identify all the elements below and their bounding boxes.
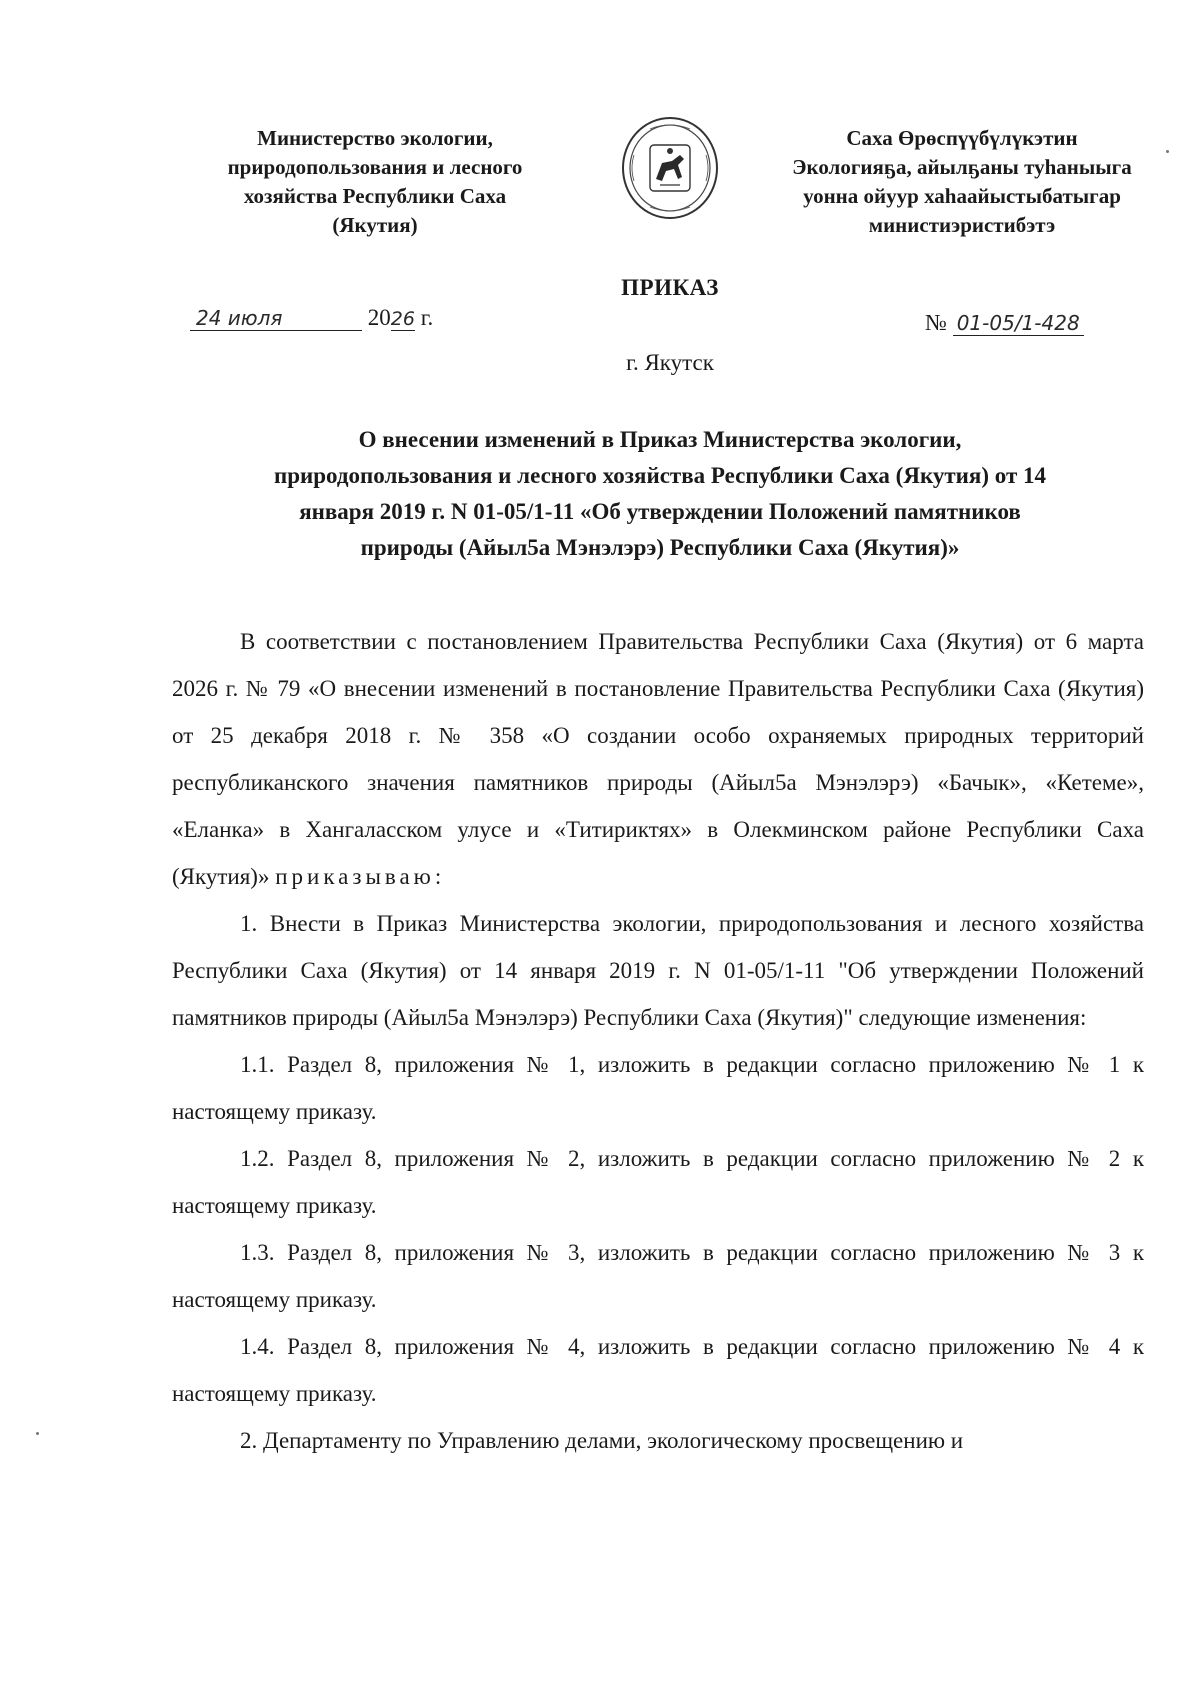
order-word: приказываю: [275, 864, 446, 889]
item-2: 2. Департаменту по Управлению делами, экологическому просвещению и [240, 1428, 964, 1453]
ministry-name-line: министиэристибэтэ [868, 213, 1056, 237]
title-line: природопользования и лесного хозяйства Республики Саха (Якутия) от 14 [273, 463, 1047, 488]
document-body [172, 618, 1144, 1464]
scan-speck [36, 1432, 39, 1435]
item-1-1: 1.1. Раздел 8, приложения № 1, изложить в редакции согласно приложению № 1 к настоящему приказу. [172, 1052, 1144, 1124]
document-title [180, 422, 1140, 566]
ministry-name-line: Саха Өрөспүүбүлүкэтин [846, 126, 1078, 150]
preamble-text: В соответствии с постановлением Правительства Республики Саха (Якутия) от 6 марта 2026 г. № 79 «О внесении изменений в постановление Правительства Республики Саха (Якутия) от 25 декабря 2018 г. № 358 «О создании особо охраняемых природных территорий республиканского значения памятников природы (Айыл5а Мэнэлэрэ) «Бачык», «Кетеме», «Еланка» в Хангаласском улусе и «Титириктях» в Олекминском районе Республики Саха (Якутия)» [172, 629, 1144, 889]
year-unit: г. [420, 305, 434, 330]
ministry-name-russian [175, 124, 575, 240]
document-date [190, 305, 433, 331]
document-city: г. Якутск [626, 350, 714, 375]
title-line: января 2019 г. N 01-05/1-11 «Об утверждении Положений памятников [299, 499, 1021, 524]
document-number [925, 310, 1084, 336]
coat-of-arms-emblem [620, 115, 720, 221]
item-1-2: 1.2. Раздел 8, приложения № 2, изложить в редакции согласно приложению № 2 к настоящему приказу. [172, 1146, 1144, 1218]
number-label: № [925, 310, 947, 335]
ministry-name-line: (Якутия) [332, 213, 418, 237]
year-prefix: 20 [367, 305, 391, 330]
title-line: О внесении изменений в Приказ Министерства экологии, [358, 427, 962, 452]
handwritten-number: 01-05/1-428 [953, 311, 1084, 336]
document-type: ПРИКАЗ [621, 275, 719, 300]
handwritten-year: 26 [390, 308, 415, 330]
item-1: 1. Внести в Приказ Министерства экологии, природопользования и лесного хозяйства Республики Саха (Якутия) от 14 января 2019 г. N 01-05/1-11 "Об утверждении Положений памятников природы (Айыл5а Мэнэлэрэ) Республики Саха (Якутия)" следующие изменения: [172, 911, 1144, 1030]
ministry-name-line: Министерство экологии, [257, 126, 493, 150]
item-1-4: 1.4. Раздел 8, приложения № 4, изложить в редакции согласно приложению № 4 к настоящему приказу. [172, 1334, 1144, 1406]
title-line: природы (Айыл5а Мэнэлэрэ) Республики Саха (Якутия)» [360, 535, 960, 560]
ministry-name-line: Экологияҕа, айылҕаны туһаныыга [792, 155, 1132, 179]
ministry-name-line: уонна ойуур хаһаайыстыбатыгар [803, 184, 1121, 208]
scan-speck [1166, 150, 1169, 153]
ministry-name-yakut [742, 124, 1182, 240]
ministry-name-line: природопользования и лесного [227, 155, 523, 179]
ministry-name-line: хозяйства Республики Саха [243, 184, 507, 208]
preamble-paragraph [172, 618, 1144, 900]
item-1-3: 1.3. Раздел 8, приложения № 3, изложить в редакции согласно приложению № 3 к настоящему приказу. [172, 1240, 1144, 1312]
handwritten-date: 24 июля [190, 306, 362, 331]
